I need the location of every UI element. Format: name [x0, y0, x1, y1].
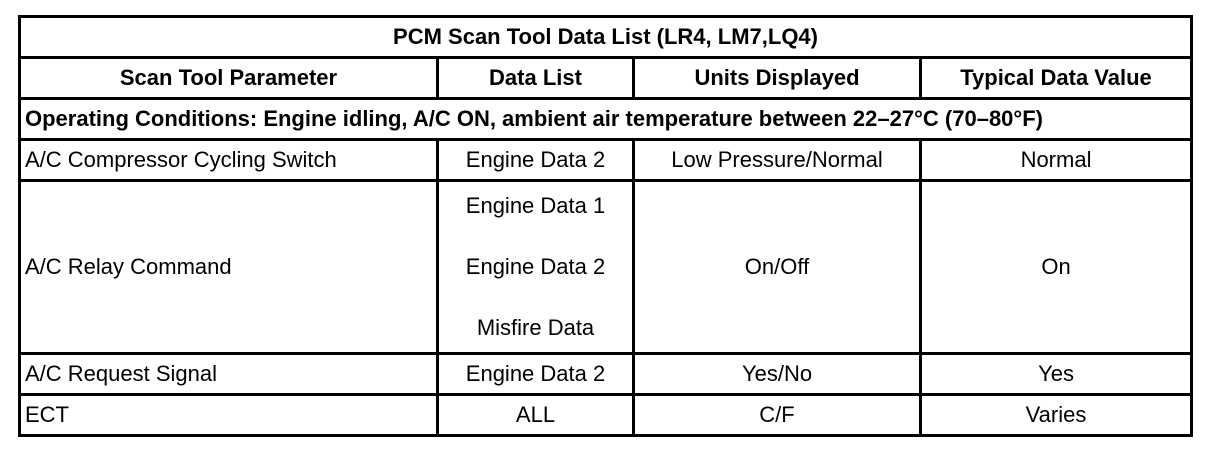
units-cell: C/F — [634, 395, 921, 436]
table-row — [20, 140, 1192, 181]
column-header-parameter: Scan Tool Parameter — [20, 58, 438, 99]
parameter-cell: A/C Request Signal — [20, 354, 438, 395]
table-title: PCM Scan Tool Data List (LR4, LM7,LQ4) — [20, 17, 1192, 58]
table-header-row — [20, 58, 1192, 99]
typical-value-cell: Normal — [921, 140, 1192, 181]
data-list-item: Engine Data 2 — [465, 254, 606, 279]
column-header-data-list: Data List — [438, 58, 634, 99]
scan-tool-data-table — [18, 15, 1193, 437]
parameter-cell: A/C Compressor Cycling Switch — [20, 140, 438, 181]
data-list-cell: ALL — [438, 395, 634, 436]
typical-value-cell: Yes — [921, 354, 1192, 395]
operating-conditions-row — [20, 99, 1192, 140]
units-cell: On/Off — [634, 181, 921, 354]
parameter-cell: ECT — [20, 395, 438, 436]
data-list-container — [18, 15, 1193, 437]
column-header-units: Units Displayed — [634, 58, 921, 99]
data-list-item: Misfire Data — [476, 315, 595, 340]
table-row — [20, 354, 1192, 395]
table-title-row — [20, 17, 1192, 58]
typical-value-cell: Varies — [921, 395, 1192, 436]
table-row — [20, 395, 1192, 436]
parameter-cell: A/C Relay Command — [20, 181, 438, 354]
column-header-typical-value: Typical Data Value — [921, 58, 1192, 99]
units-cell: Yes/No — [634, 354, 921, 395]
data-list-cell: Engine Data 2 — [438, 354, 634, 395]
typical-value-cell: On — [921, 181, 1192, 354]
operating-conditions: Operating Conditions: Engine idling, A/C ON, ambient air temperature between 22–27°C (70–80°F) — [20, 99, 1192, 140]
data-list-cell: Engine Data 2 — [438, 140, 634, 181]
units-cell: Low Pressure/Normal — [634, 140, 921, 181]
data-list-item: Engine Data 1 — [465, 193, 606, 218]
data-list-cell — [438, 181, 634, 354]
table-row — [20, 181, 1192, 354]
